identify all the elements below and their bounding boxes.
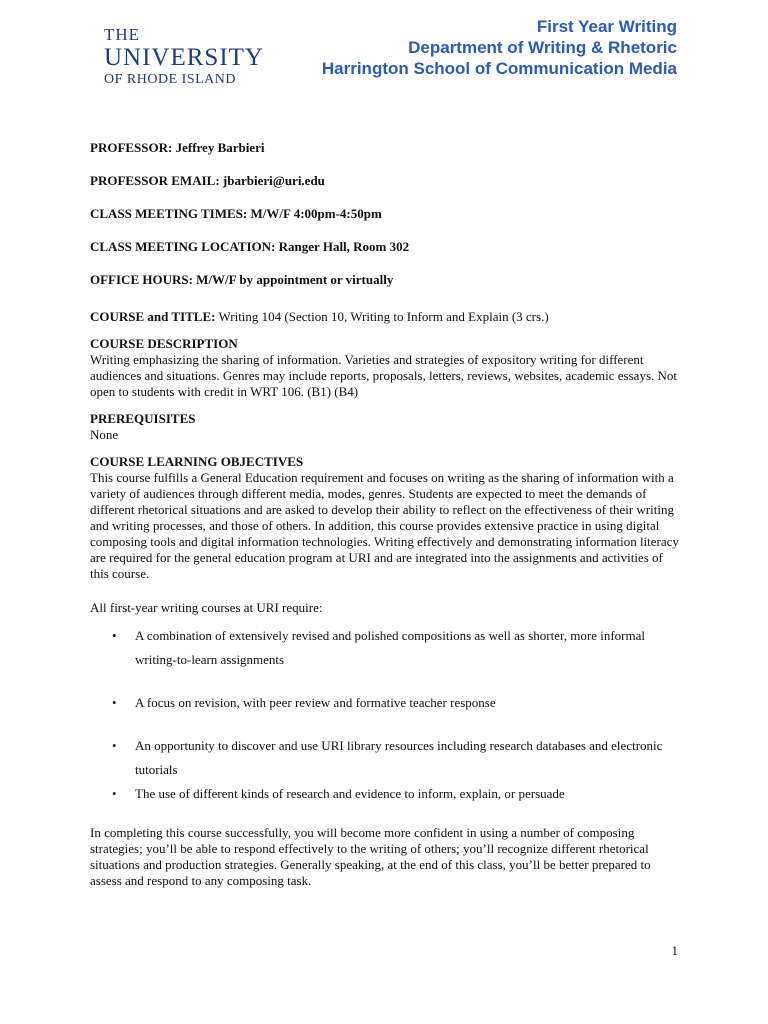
field-value: Jeffrey Barbieri <box>175 140 265 155</box>
list-item <box>90 691 682 715</box>
closing-paragraph: In completing this course successfully, you will become more confident in using a number of composing strategies; you’ll be able to respond effectively to the writing of others; you’ll recognize different rhetorical situations and production strategies. Generally speaking, at the end of this class, you’ll be better prepared to assess and respond to any composing task. <box>90 825 651 888</box>
logo-line-university: UNIVERSITY <box>104 44 264 71</box>
list-item <box>90 734 682 782</box>
field-label: CLASS MEETING TIMES: <box>90 206 248 221</box>
prerequisites-section <box>90 411 682 443</box>
email-field <box>90 173 682 189</box>
field-label: OFFICE HOURS: <box>90 272 193 287</box>
requirements-intro: All first-year writing courses at URI require: <box>90 600 323 615</box>
page-number: 1 <box>671 943 678 958</box>
header-school: Harrington School of Communication Media <box>321 59 677 78</box>
bullet-icon: • <box>112 786 117 801</box>
professor-field <box>90 140 682 156</box>
meeting-times-field <box>90 206 682 222</box>
learning-objectives-section <box>90 454 682 582</box>
bullet-icon: • <box>112 695 117 710</box>
field-value: jbarbieri@uri.edu <box>222 173 325 188</box>
field-label: PROFESSOR: <box>90 140 173 155</box>
field-value: M/W/F by appointment or virtually <box>196 272 394 287</box>
logo-line-the: THE <box>104 25 141 44</box>
section-text: Writing emphasizing the sharing of information. Varieties and strategies of expository writing for different audiences and situations. Genres may include reports, proposals, letters, reviews, websites, academic essays. Not open to students with credit in WRT 106. (B1) (B4) <box>90 352 677 399</box>
course-description-section <box>90 336 682 400</box>
field-value: Writing 104 (Section 10, Writing to Inform and Explain (3 crs.) <box>218 309 549 324</box>
field-label: CLASS MEETING LOCATION: <box>90 239 276 254</box>
logo-line-rhode-island: OF RHODE ISLAND <box>104 72 236 87</box>
list-item-text: The use of different kinds of research and evidence to inform, explain, or persuade <box>135 786 565 801</box>
list-item <box>90 624 682 672</box>
office-hours-field <box>90 272 682 288</box>
meeting-location-field <box>90 239 682 255</box>
course-title-field <box>90 309 682 325</box>
header-department: Department of Writing & Rhetoric <box>408 38 677 57</box>
field-value: M/W/F 4:00pm-4:50pm <box>250 206 382 221</box>
section-heading: COURSE LEARNING OBJECTIVES <box>90 454 304 469</box>
list-item-text: A combination of extensively revised and polished compositions as well as shorter, more informal writing-to-learn assignments <box>135 628 645 667</box>
list-item-text: An opportunity to discover and use URI library resources including research databases and electronic tutorials <box>135 738 663 777</box>
department-header <box>322 16 677 79</box>
header-program: First Year Writing <box>536 17 677 36</box>
university-logo <box>104 26 264 88</box>
bullet-icon: • <box>112 628 117 643</box>
list-item-text: A focus on revision, with peer review and formative teacher response <box>135 695 496 710</box>
section-text: This course fulfills a General Education requirement and focuses on writing as the sharing of information with a variety of audiences through different media, modes, genres. Students are expected to meet the demands of different rhetorical situations and are asked to develop their ability to reflect on the effectiveness of their writing and writing processes, and those of others. In addition, this course provides extensive practice in using digital composing tools and digital information technologies. Writing effectively and demonstrating information literacy are required for the general education program at URI and are integrated into the assignments and activities of this course. <box>90 470 679 581</box>
requirements-list <box>90 624 682 806</box>
field-label: COURSE and TITLE: <box>90 309 216 324</box>
section-text: None <box>90 427 119 442</box>
section-heading: PREREQUISITES <box>90 411 196 426</box>
bullet-icon: • <box>112 738 117 753</box>
field-label: PROFESSOR EMAIL: <box>90 173 220 188</box>
section-heading: COURSE DESCRIPTION <box>90 336 238 351</box>
syllabus-body <box>90 140 682 889</box>
field-value: Ranger Hall, Room 302 <box>278 239 410 254</box>
list-item <box>90 782 682 806</box>
